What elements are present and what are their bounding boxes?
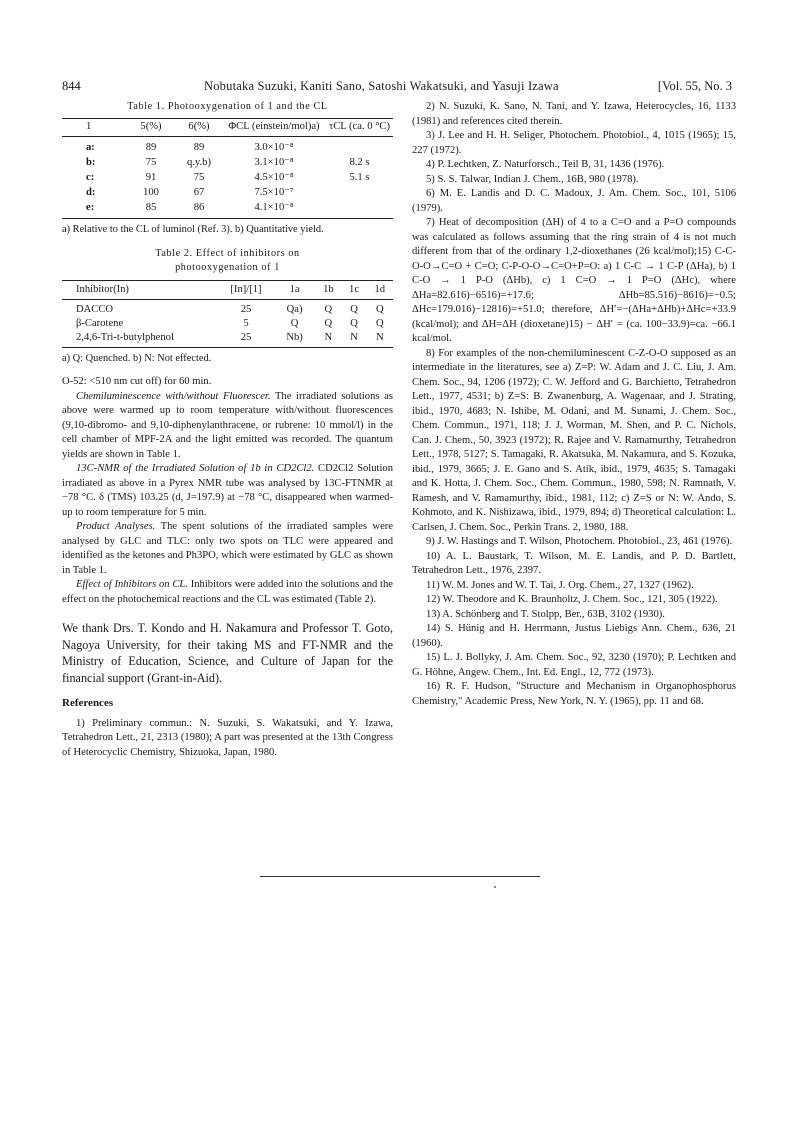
table2-footnote: a) Q: Quenched. b) N: Not effected. xyxy=(62,353,212,364)
table1 xyxy=(62,118,393,219)
table2-header: 1b xyxy=(323,284,334,295)
table-cell: Q xyxy=(350,318,358,329)
reference-item: 2) N. Suzuki, K. Sano, N. Tani, and Y. Izawa, Heterocycles, 16, 1133 (1981) and references cited therein. xyxy=(412,101,736,127)
table-cell: 4.5×10⁻⁸ xyxy=(254,172,294,183)
page-mark xyxy=(494,886,496,888)
running-header xyxy=(62,77,732,95)
table-cell: 25 xyxy=(240,332,252,343)
table-cell: 3.0×10⁻⁸ xyxy=(254,142,294,153)
reference-item: 15) L. J. Bollyky, J. Am. Chem. Soc., 92, 3230 (1970); P. Lechtken and G. Höhne, Angew. Chem., Int. Ed. Engl., 12, 772 (1973). xyxy=(412,652,736,678)
table1-header: ΦCL (einstein/mol)a) xyxy=(228,121,320,132)
paragraph-heading: Effect of Inhibitors on CL. xyxy=(76,579,188,590)
reference-item: 12) W. Theodore and K. Braunholtz, J. Chem. Soc., 121, 305 (1922). xyxy=(426,594,718,605)
table-cell: a: xyxy=(86,142,95,153)
table-row xyxy=(62,185,393,200)
table-row xyxy=(62,155,393,170)
table-row xyxy=(62,170,393,185)
table-cell xyxy=(326,200,393,219)
end-separator-rule xyxy=(260,876,540,877)
table-cell: 8.2 s xyxy=(349,157,370,168)
table-cell: d: xyxy=(86,187,96,198)
table1-header: 5(%) xyxy=(140,121,162,132)
reference-item: 14) S. Hünig and H. Herrmann, Justus Liebigs Ann. Chem., 636, 21 (1960). xyxy=(412,623,736,649)
reference-item: 7) Heat of decomposition (ΔH) of 4 to a C=O and a P=O compounds was calculated as follows assuming that the ring strain of 4 is not much different from that of the ordinary 1,2-dioxethanes (26 kcal/mol);15) C-C-O-O→C=O + C=O; C-P-O-O→C=O+P=O: a) 1 C-C → 1 C-P (ΔHa), b) 1 C-O → 1 P-O (ΔHb), c) 1 C=O → 1 P=O (ΔHc), where ΔHa=82.616)−6516)=+17.6; ΔHb=85.516)−8616)=−0.5; ΔHc=179.016)−12816)=+51.0; therefore, ΔH′=−(ΔHa+ΔHb)+ΔHc=+33.9 (kcal/mol); and ΔH=ΔH (dioxetane)15) − ΔH′ = (ca. 100−33.9)=ca. −66.1 kcal/mol. xyxy=(412,217,736,344)
table2-header: 1d xyxy=(374,284,386,295)
table-cell: Q xyxy=(350,304,358,315)
table2-caption: Table 2. Effect of inhibitors on xyxy=(155,248,300,259)
reference-item: 9) J. W. Hastings and T. Wilson, Photochem. Photobiol., 23, 461 (1976). xyxy=(426,536,733,547)
paragraph-body: Inhibitors were added into the solutions and the effect on the photochemical reactions and the CL was estimated (Table 2). xyxy=(62,579,393,605)
table-cell xyxy=(326,185,393,200)
acknowledgement: We thank Drs. T. Kondo and H. Nakamura and Professor T. Goto, Nagoya University, for their taking MS and FT-NMR and the Ministry of Education, Science, and Culture of Japan for the financial support (Grant-in-Aid). xyxy=(62,621,393,685)
table-cell: β-Carotene xyxy=(76,318,124,329)
table2-header: 1a xyxy=(289,284,300,295)
table-cell: Q xyxy=(324,304,333,315)
table-row xyxy=(62,300,393,318)
table-cell: Q xyxy=(375,304,384,315)
paragraph-body: The irradiated solutions as above were warmed up to room temperature with/without fluorescences (9,10-dibromo- and 9,10-diphenylanthracene, or rubrene: 10 mmol/l) in the cell chamber of MPF-2A and the light emitted was recorded. The quantum yields are shown in Table 1. xyxy=(62,390,393,460)
table-cell: 3.1×10⁻⁸ xyxy=(254,157,294,168)
table1-header: τCL (ca. 0 °C) xyxy=(328,121,391,132)
table-cell xyxy=(326,137,393,156)
table2-header: Inhibitor(In) xyxy=(76,284,129,295)
reference-item: 4) P. Lechtken, Z. Naturforsch., Teil B, 31, 1436 (1976). xyxy=(426,159,665,170)
table-cell: DACCO xyxy=(76,304,114,315)
table-cell: 89 xyxy=(145,142,157,153)
table-cell: 86 xyxy=(193,202,205,213)
table-cell: 75 xyxy=(145,157,157,168)
table1-header: 1 xyxy=(86,121,92,132)
table-cell: 100 xyxy=(143,187,159,198)
reference-item: 13) A. Schönberg and T. Stolpp, Ber., 63B, 3102 (1930). xyxy=(426,608,665,620)
table-row xyxy=(62,200,393,219)
table-cell: Q xyxy=(324,318,333,329)
running-header-authors: Nobutaka Suzuki, Kaniti Sano, Satoshi Wakatsuki, and Yasuji Izawa xyxy=(204,79,559,93)
table-cell: 2,4,6-Tri-t-butylphenol xyxy=(76,332,174,343)
table-cell: 75 xyxy=(193,172,205,183)
body-paragraph xyxy=(62,462,393,520)
table-cell: N xyxy=(375,332,384,343)
paragraph-heading: Product Analyses. xyxy=(76,521,156,532)
table-cell: 85 xyxy=(145,202,157,213)
table-cell: c: xyxy=(86,172,95,183)
reference-item: 16) R. F. Hudson, "Structure and Mechanism in Organophosphorus Chemistry," Academic Press, New York, N. Y. (1965), pp. 11 and 68. xyxy=(412,681,736,707)
body-paragraph xyxy=(62,520,393,578)
references-heading: References xyxy=(62,697,114,710)
paragraph-heading: Chemiluminescence with/without Fluorescer. xyxy=(76,390,271,402)
paragraph-body: CD2Cl2 Solution irradiated as above in a Pyrex NMR tube was analysed by 13C-FTNMR at −78 °C. δ (TMS) 103.25 (d, J=197.9) at −78 °C, disappeared when warmed-up to room temperature for 5 min. xyxy=(62,463,393,518)
table2 xyxy=(62,280,393,348)
table-cell: Nb) xyxy=(286,332,303,343)
paragraph-heading: 13C-NMR of the Irradiated Solution of 1b in CD2Cl2. xyxy=(76,463,315,474)
reference-item: 8) For examples of the non-chemiluminescent C-Z-O-O supposed as an intermediate in the literatures, see a) Z=P: W. Adam and J. C. Liu, J. Am. Chem. Soc., 94, 1206 (1972); C. W. Jefford and G. Barchietto, Tetrahedron Lett., 1977, 4531; b) Z=S: B. Zwanenburg, A. Wagenaar, and J. Strating, ibid., 1970, 4683; N. Ishibe, M. Odani, and M. Sunami, J. Chem. Soc., Chem. Commun., 1971, 118; J. J. Worman, M. Shen, and P. C. Nichols, Can. J. Chem., 50, 3923 (1972); R. Rajee and V. Ramamurthy, Tetrahedron Lett., 1978, 5127; S. Tamagaki, R. Akatsuka, M. Nakamura, and S. Kozuka, ibid., 1979, 3665; J. E. Gano and S. Atik, ibid., 1979, 4635; S. Tamagaki and K. Hotta, J. Chem. Soc., Chem. Commun., 1980, 598; N. Ramnath, V. Ramesh, and V. Ramamurthy, ibid., 1981, 112; c) Z=S or N: W. Ando, S. Kohmoto, and K. Nishizawa, ibid., 1979, 894; d) Theoretical calculation: L. Carlsen, J. Chem. Soc., Perkin Trans. 2, 1980, 188. xyxy=(412,347,736,533)
table2-caption-line2: photooxygenation of 1 xyxy=(175,262,280,273)
table1-header: 6(%) xyxy=(188,121,210,132)
table-cell: e: xyxy=(86,202,95,213)
table-cell: Q xyxy=(290,318,299,329)
table-cell: 67 xyxy=(193,187,205,198)
table-cell: 89 xyxy=(193,142,205,153)
reference-item: 6) M. E. Landis and D. C. Madoux, J. Am. Chem. Soc., 101, 5106 (1979). xyxy=(412,188,736,214)
reference-item: 10) A. L. Baustark, T. Wilson, M. E. Landis, and P. D. Bartlett, Tetrahedron Lett., 1976, 2397. xyxy=(412,550,736,576)
reference-item: 1) Preliminary commun.: N. Suzuki, S. Wakatsuki, and Y. Izawa, Tetrahedron Lett., 21, 2313 (1980); A part was presented at the 13th Congress of Heterocyclic Chemistry, Shizuoka, Japan, 1980. xyxy=(62,717,393,758)
paragraph-body: The spent solutions of the irradiated samples were analysed by GLC and TLC: only two spots on TLC were appeared and identified as the ketones and Ph3PO, which were estimated by GLC as shown in Table 1. xyxy=(62,521,394,576)
table-cell: 5 xyxy=(243,318,249,329)
left-column xyxy=(62,100,393,760)
table-cell: N xyxy=(350,332,358,343)
body-paragraph xyxy=(62,578,393,607)
reference-item: 11) W. M. Jones and W. T. Tai, J. Org. Chem., 27, 1327 (1962). xyxy=(426,579,694,591)
table-cell: Qa) xyxy=(286,304,303,315)
body-text: O-52: <510 nm cut off) for 60 min. xyxy=(62,376,212,387)
table-cell: 7.5×10⁻⁷ xyxy=(254,187,294,198)
table-cell: N xyxy=(324,332,333,343)
table-cell: Q xyxy=(375,318,384,329)
table-row xyxy=(62,317,393,331)
reference-item: 3) J. Lee and H. H. Seliger, Photochem. Photobiol., 4, 1015 (1965); 15, 227 (1972). xyxy=(412,130,736,156)
table-cell: 4.1×10⁻⁸ xyxy=(254,202,294,213)
table-cell: 5.1 s xyxy=(349,172,370,183)
table-row xyxy=(62,331,393,348)
page-number: 844 xyxy=(62,79,81,93)
reference-item: 5) S. S. Talwar, Indian J. Chem., 16B, 980 (1978). xyxy=(426,173,639,185)
table2-header: [In]/[1] xyxy=(230,284,262,295)
right-column xyxy=(412,100,736,709)
volume-info: [Vol. 55, No. 3 xyxy=(657,79,732,93)
table-cell: q.y.b) xyxy=(186,157,212,168)
table-cell: 91 xyxy=(145,172,157,183)
table1-footnote: a) Relative to the CL of luminol (Ref. 3). b) Quantitative yield. xyxy=(62,224,324,235)
table-cell: 25 xyxy=(240,304,252,315)
table2-header: 1c xyxy=(349,284,360,295)
table1-caption: Table 1. Photooxygenation of 1 and the CL xyxy=(127,101,328,112)
table-row xyxy=(62,137,393,156)
body-paragraph xyxy=(62,390,393,463)
table-cell: b: xyxy=(86,157,96,168)
